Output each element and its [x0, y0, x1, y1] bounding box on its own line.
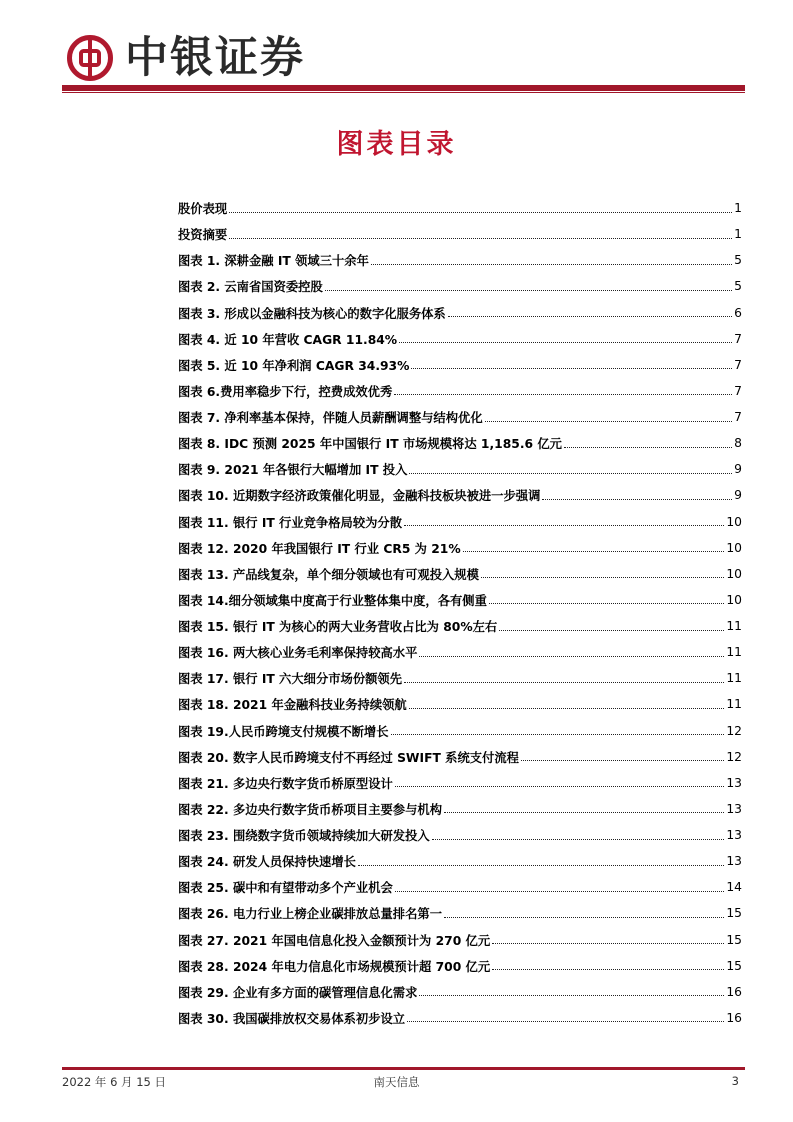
toc-entry-label: 图表 7. 净利率基本保持，伴随人员薪酬调整与结构优化: [178, 411, 483, 426]
toc-entry-page: 8: [734, 436, 742, 451]
toc-entry[interactable]: [178, 482, 742, 508]
toc-leader-dots: [229, 228, 732, 239]
toc-leader-dots: [521, 750, 724, 761]
toc-entry[interactable]: [178, 639, 742, 665]
toc-entry-label: 图表 15. 银行 IT 为核心的两大业务营收占比为 80%左右: [178, 620, 498, 635]
toc-entry-label: 投资摘要: [178, 228, 228, 243]
toc-entry[interactable]: [178, 770, 742, 796]
header-divider: [62, 85, 745, 91]
toc-entry-label: 图表 6.费用率稳步下行，控费成效优秀: [178, 384, 393, 399]
toc-leader-dots: [399, 332, 732, 343]
toc-entry[interactable]: [178, 900, 742, 926]
toc-entry[interactable]: [178, 326, 742, 352]
toc-entry[interactable]: [178, 587, 742, 613]
toc-entry[interactable]: [178, 273, 742, 299]
toc-entry-page: 5: [734, 279, 742, 294]
toc-entry-label: 图表 27. 2021 年国电信息化投入金额预计为 270 亿元: [178, 933, 491, 948]
toc-entry[interactable]: [178, 378, 742, 404]
toc-leader-dots: [492, 959, 724, 970]
toc-entry-page: 15: [726, 932, 742, 947]
page-header: [0, 0, 793, 96]
toc-leader-dots: [409, 463, 732, 474]
toc-entry[interactable]: [178, 718, 742, 744]
toc-entry-label: 图表 5. 近 10 年净利润 CAGR 34.93%: [178, 358, 410, 373]
toc-leader-dots: [394, 384, 732, 395]
toc-entry-label: 图表 19.人民币跨境支付规模不断增长: [178, 724, 389, 739]
toc-entry-page: 11: [726, 645, 742, 660]
toc-entry-page: 13: [726, 775, 742, 790]
toc-entry-label: 图表 24. 研发人员保持快速增长: [178, 855, 356, 870]
toc-entry-label: 图表 22. 多边央行数字货币桥项目主要参与机构: [178, 802, 442, 817]
toc-leader-dots: [492, 933, 724, 944]
toc-entry[interactable]: [178, 430, 742, 456]
toc-entry-label: 股价表现: [178, 202, 228, 217]
toc-entry-page: 9: [734, 462, 742, 477]
toc-entry[interactable]: [178, 665, 742, 691]
toc-entry-label: 图表 8. IDC 预测 2025 年中国银行 IT 市场规模将达 1,185.6 亿元: [178, 437, 562, 452]
toc-leader-dots: [463, 541, 725, 552]
toc-entry-label: 图表 12. 2020 年我国银行 IT 行业 CR5 为 21%: [178, 541, 461, 556]
toc-leader-dots: [448, 306, 732, 317]
footer-page-number: 3: [731, 1074, 739, 1088]
toc-leader-dots: [409, 698, 725, 709]
toc-leader-dots: [404, 672, 724, 683]
toc-entry-page: 7: [734, 331, 742, 346]
toc-leader-dots: [444, 802, 724, 813]
toc-entry-page: 15: [726, 958, 742, 973]
toc-entry-label: 图表 1. 深耕金融 IT 领域三十余年: [178, 254, 369, 269]
toc-entry-page: 1: [734, 227, 742, 242]
toc-entry-label: 图表 26. 电力行业上榜企业碳排放总量排名第一: [178, 907, 442, 922]
toc-entry-label: 图表 23. 围绕数字货币领域持续加大研发投入: [178, 829, 430, 844]
table-of-figures: [178, 195, 742, 1031]
toc-entry[interactable]: [178, 848, 742, 874]
toc-leader-dots: [358, 855, 724, 866]
toc-entry-page: 11: [726, 697, 742, 712]
toc-leader-dots: [411, 358, 732, 369]
toc-entry[interactable]: [178, 822, 742, 848]
toc-entry-label: 图表 11. 银行 IT 行业竞争格局较为分散: [178, 515, 403, 530]
toc-leader-dots: [419, 985, 724, 996]
toc-entry-page: 16: [726, 1010, 742, 1025]
toc-entry[interactable]: [178, 195, 742, 221]
toc-leader-dots: [444, 907, 724, 918]
toc-leader-dots: [407, 1011, 724, 1022]
toc-leader-dots: [499, 620, 724, 631]
footer-divider: [62, 1067, 745, 1070]
toc-entry-label: 图表 9. 2021 年各银行大幅增加 IT 投入: [178, 463, 408, 478]
toc-entry-page: 10: [726, 540, 742, 555]
toc-entry-label: 图表 13. 产品线复杂，单个细分领域也有可观投入规模: [178, 567, 479, 582]
toc-entry[interactable]: [178, 744, 742, 770]
toc-entry-page: 9: [734, 488, 742, 503]
toc-entry[interactable]: [178, 796, 742, 822]
header-divider-thin: [62, 92, 745, 93]
toc-entry-page: 16: [726, 984, 742, 999]
toc-leader-dots: [229, 202, 732, 213]
brand-name: 中银证券: [125, 33, 305, 83]
toc-entry-page: 10: [726, 592, 742, 607]
toc-entry-page: 11: [726, 619, 742, 634]
toc-entry-page: 1: [734, 201, 742, 216]
toc-leader-dots: [395, 881, 725, 892]
toc-entry-page: 13: [726, 801, 742, 816]
toc-entry[interactable]: [178, 927, 742, 953]
bank-of-china-logo-icon: [67, 35, 113, 81]
page-title: 图表目录: [336, 129, 457, 160]
toc-leader-dots: [371, 254, 732, 265]
toc-entry[interactable]: [178, 509, 742, 535]
toc-entry[interactable]: [178, 535, 742, 561]
toc-entry-label: 图表 14.细分领域集中度高于行业整体集中度，各有侧重: [178, 593, 487, 608]
toc-entry[interactable]: [178, 953, 742, 979]
toc-entry-label: 图表 20. 数字人民币跨境支付不再经过 SWIFT 系统支付流程: [178, 750, 519, 765]
toc-entry-label: 图表 4. 近 10 年营收 CAGR 11.84%: [178, 332, 398, 347]
toc-entry-page: 10: [726, 566, 742, 581]
toc-entry-label: 图表 28. 2024 年电力信息化市场规模预计超 700 亿元: [178, 959, 491, 974]
toc-leader-dots: [432, 829, 725, 840]
toc-leader-dots: [564, 437, 732, 448]
footer-company: 南天信息: [373, 1075, 420, 1089]
toc-leader-dots: [489, 593, 724, 604]
toc-entry-page: 5: [734, 253, 742, 268]
toc-entry-label: 图表 2. 云南省国资委控股: [178, 280, 323, 295]
toc-leader-dots: [395, 776, 725, 787]
toc-entry[interactable]: [178, 352, 742, 378]
toc-entry[interactable]: [178, 221, 742, 247]
toc-entry-label: 图表 25. 碳中和有望带动多个产业机会: [178, 881, 393, 896]
toc-entry-page: 12: [726, 749, 742, 764]
toc-leader-dots: [404, 515, 724, 526]
toc-entry-label: 图表 16. 两大核心业务毛利率保持较高水平: [178, 646, 418, 661]
toc-leader-dots: [542, 489, 732, 500]
toc-entry-label: 图表 30. 我国碳排放权交易体系初步设立: [178, 1011, 406, 1026]
toc-entry-label: 图表 3. 形成以金融科技为核心的数字化服务体系: [178, 306, 446, 321]
toc-entry-page: 7: [734, 383, 742, 398]
toc-entry-page: 10: [726, 514, 742, 529]
toc-leader-dots: [391, 724, 725, 735]
toc-entry-label: 图表 18. 2021 年金融科技业务持续领航: [178, 698, 407, 713]
toc-entry[interactable]: [178, 404, 742, 430]
toc-entry-page: 13: [726, 854, 742, 869]
toc-entry-label: 图表 17. 银行 IT 六大细分市场份额领先: [178, 672, 403, 687]
toc-leader-dots: [481, 567, 724, 578]
toc-entry-page: 12: [726, 723, 742, 738]
toc-entry[interactable]: [178, 613, 742, 639]
toc-leader-dots: [419, 646, 724, 657]
toc-entry-page: 11: [726, 671, 742, 686]
toc-entry[interactable]: [178, 1005, 742, 1031]
toc-leader-dots: [325, 280, 732, 291]
toc-entry-page: 13: [726, 828, 742, 843]
toc-entry-page: 7: [734, 357, 742, 372]
toc-entry-page: 6: [734, 305, 742, 320]
toc-entry[interactable]: [178, 874, 742, 900]
toc-entry-page: 14: [726, 880, 742, 895]
toc-entry[interactable]: [178, 247, 742, 273]
toc-entry[interactable]: [178, 691, 742, 717]
toc-entry[interactable]: [178, 561, 742, 587]
toc-entry-label: 图表 21. 多边央行数字货币桥原型设计: [178, 776, 393, 791]
footer-date: 2022 年 6 月 15 日: [62, 1075, 166, 1089]
toc-entry-page: 7: [734, 410, 742, 425]
toc-entry-label: 图表 10. 近期数字经济政策催化明显，金融科技板块被进一步强调: [178, 489, 541, 504]
toc-entry[interactable]: [178, 300, 742, 326]
toc-entry[interactable]: [178, 456, 742, 482]
toc-entry[interactable]: [178, 979, 742, 1005]
toc-entry-label: 图表 29. 企业有多方面的碳管理信息化需求: [178, 985, 418, 1000]
toc-entry-page: 15: [726, 906, 742, 921]
toc-leader-dots: [485, 411, 733, 422]
